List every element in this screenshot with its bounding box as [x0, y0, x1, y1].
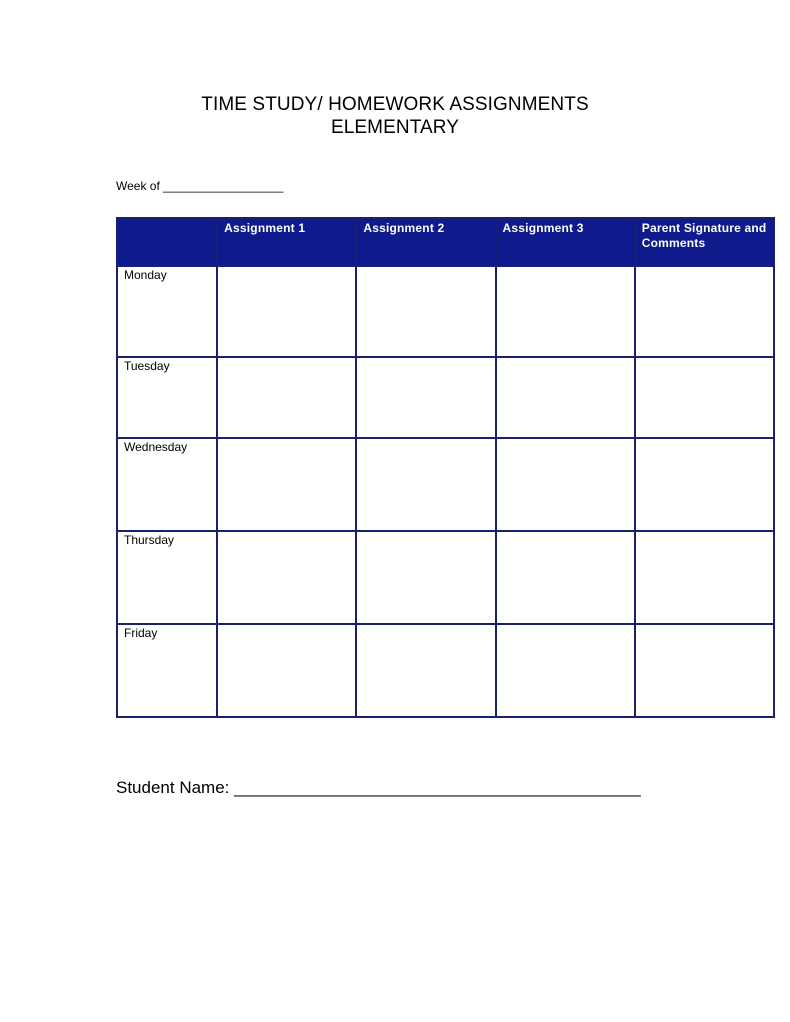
assignment-1-cell[interactable] — [217, 624, 356, 717]
assignment-3-cell[interactable] — [496, 531, 635, 624]
assignment-3-cell[interactable] — [496, 624, 635, 717]
parent-signature-cell[interactable] — [635, 624, 774, 717]
page-title — [0, 93, 790, 139]
assignment-1-cell[interactable] — [217, 438, 356, 531]
header-cell-parent-signature: Parent Signature and Comments — [635, 218, 774, 266]
title-line-2: ELEMENTARY — [330, 117, 460, 138]
header-cell-assignment-3: Assignment 3 — [496, 218, 635, 266]
assignment-3-cell[interactable] — [496, 357, 635, 438]
table-header-row — [117, 218, 774, 266]
parent-signature-cell[interactable] — [635, 266, 774, 357]
day-label: Friday — [117, 624, 217, 717]
day-label: Tuesday — [117, 357, 217, 438]
homework-table — [116, 217, 775, 718]
table-row — [117, 357, 774, 438]
assignment-3-cell[interactable] — [496, 266, 635, 357]
day-label: Wednesday — [117, 438, 217, 531]
header-cell-assignment-1: Assignment 1 — [217, 218, 356, 266]
day-label: Thursday — [117, 531, 217, 624]
assignment-2-cell[interactable] — [356, 624, 495, 717]
header-cell-day — [117, 218, 217, 266]
assignment-1-cell[interactable] — [217, 266, 356, 357]
table-row — [117, 266, 774, 357]
title-line-1: TIME STUDY/ HOMEWORK ASSIGNMENTS — [201, 94, 589, 115]
parent-signature-cell[interactable] — [635, 438, 774, 531]
week-of-field[interactable]: Week of __________________ — [116, 179, 284, 193]
assignment-1-cell[interactable] — [217, 357, 356, 438]
assignment-3-cell[interactable] — [496, 438, 635, 531]
assignment-2-cell[interactable] — [356, 438, 495, 531]
assignment-1-cell[interactable] — [217, 531, 356, 624]
table-row — [117, 438, 774, 531]
assignment-2-cell[interactable] — [356, 531, 495, 624]
assignment-2-cell[interactable] — [356, 357, 495, 438]
student-name-field[interactable]: Student Name: ___________________________________________ — [116, 778, 641, 797]
table-row — [117, 624, 774, 717]
assignment-2-cell[interactable] — [356, 266, 495, 357]
table-row — [117, 531, 774, 624]
parent-signature-cell[interactable] — [635, 357, 774, 438]
day-label: Monday — [117, 266, 217, 357]
header-cell-assignment-2: Assignment 2 — [356, 218, 495, 266]
parent-signature-cell[interactable] — [635, 531, 774, 624]
